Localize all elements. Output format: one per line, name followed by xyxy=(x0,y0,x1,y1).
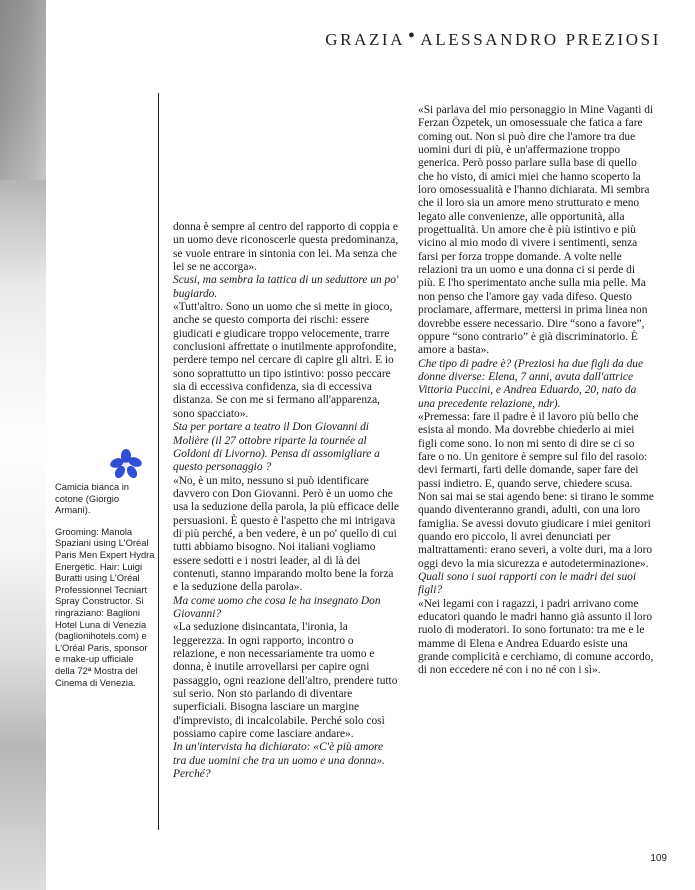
interview-answer: «Nei legami con i ragazzi, i padri arrivano come educatori quando le madri hanno già assunto il loro ruolo di moderatori. Io sono fortunato: tra me e le mamme di Elena e Andrea Eduardo esiste una grande complicità e cerchiamo, di comune accordo, di non eccedere né con i no né con i sì». xyxy=(418,597,654,677)
interview-question: Scusi, ma sembra la tattica di un seduttore un po' bugiardo. xyxy=(173,274,399,300)
interview-question: Sta per portare a teatro il Don Giovanni di Molière (il 27 ottobre riparte la tournée al Goldoni di Livorno). Pensa di assomigliare a questo personaggio ? xyxy=(173,421,380,474)
interview-question: Quali sono i suoi rapporti con le madri dei suoi figli? xyxy=(418,571,637,597)
interview-question: Ma come uomo che cosa le ha insegnato Don Giovanni? xyxy=(173,594,381,620)
magazine-name: GRAZIA xyxy=(325,30,406,49)
photo-caption xyxy=(55,481,155,698)
interview-question: In un'intervista ha dichiarato: «C'è più amore tra due uomini che tra un uomo e una donna». Perché? xyxy=(173,741,385,781)
column-divider xyxy=(158,93,159,830)
caption-credits: Grooming: Manola Spaziani using L'Oréal Paris Men Expert Hydra Energetic. Hair: Luigi Buratti using L'Oréal Professionnel Tecniart Spray Constructor. Si ringraziano: Baglioni Hotel Luna di Venezia (baglionihotels.com) e L'Oréal Paris, sponsor e make-up ufficiale della 72ª Mostra del Cinema di Venezia. xyxy=(55,525,155,688)
interview-question: Che tipo di padre è? (Preziosi ha due figli da due donne diverse: Elena, 7 anni, avuta dall'attrice Vittoria Puccini, e Andrea Eduardo, 20, nato da una precedente relazione, ndr). xyxy=(418,357,644,410)
interview-answer: donna è sempre al centro del rapporto di coppia e un uomo deve riconoscerle questa predominanza, se vuole entrare in sintonia con lei. Ma senza che lei se ne accorga». xyxy=(173,221,399,274)
interview-answer: «No, è un mito, nessuno si può identificare davvero con Don Giovanni. Però è un uomo che usa la seduzione della parola, la più efficace delle persuasioni. È questo è l'aspetto che mi intrigava di più perché, a ben vedere, è un po' quello di cui tutti abbiamo bisogno. Noi italiani vogliamo essere sedotti e i nostri leader, al di là dei contenuti, stanno imparando molto bene la forza e la seduzione della parola». xyxy=(173,474,399,594)
interview-answer: «Tutt'altro. Sono un uomo che si mette in gioco, anche se questo comporta dei rischi: essere giudicati e giudicare troppo velocemente, trarre conclusioni affrettate o inutilmente approfondite, perdere tempo nel cercare di capire gli altri. E io sono soprattutto un tipo istintivo: posso peccare sia di eccessiva confidenza, sia di eccessiva distanza. Se con me si fermano all'apparenza, sono spacciato». xyxy=(173,301,397,420)
blue-flower-icon xyxy=(109,449,143,479)
caption-outfit: Camicia bianca in cotone (Giorgio Armani). xyxy=(55,481,129,516)
page-header xyxy=(325,30,661,50)
cover-photo-shadow xyxy=(0,0,46,180)
header-dot: ● xyxy=(408,29,418,41)
interview-answer: «Premessa: fare il padre è il lavoro più bello che esista al mondo. Ma dovrebbe chiederlo ai miei figli come sono. Io non mi sento di dire se ci so fare o no. Un genitore è sempre sul filo del rasoio: devi fermarti, farti delle domande, saper fare dei passi indietro. E, quando serve, chiedere scusa. Non sai mai se stai agendo bene: si tirano le somme quando diventeranno grandi, adulti, con una loro famiglia. Se avessi dovuto giudicare i miei genitori quando ero piccolo, li avrei denunciati per maltrattamenti: erano severi, a volte duri, ma a loro oggi devo la mia sicurezza e autodeterminazione». xyxy=(418,410,654,570)
article-column-1 xyxy=(173,221,399,781)
interview-answer: «Si parlava del mio personaggio in Mine Vaganti di Ferzan Özpetek, un omosessuale che fatica a fare coming out. Non si può dire che l'amore tra due uomini duri di più, è un'affermazione troppo generica. Però posso parlare sulla base di quello che ho visto, di amici miei che hanno scoperto la loro omosessualità e l'hanno dichiarata. Mi sembra che il loro sia un amore meno strutturato e meno legato alle convenienze, alle opportunità, alla progettualità. Un amore che è più istintivo e più vicino al mio modo di vivere i sentimenti, senza farsi per forza troppe domande. A volte nelle relazioni tra un uomo e una donna ci si perde di più. E l'ho sperimentato anche sulla mia pelle. Ma non penso che l'amore gay vada difeso. Questo proclamare, affermare, mettersi in prima linea non dovrebbe essere necessario. Dire “sono a favore”, oppure “sono contrario” è già discriminatorio. È amore a basta». xyxy=(418,104,654,357)
article-column-2 xyxy=(418,104,654,678)
interview-subject: ALESSANDRO PREZIOSI xyxy=(420,30,661,49)
interview-answer: «La seduzione disincantata, l'ironia, la leggerezza. In ogni rapporto, incontro o relazione, e non necessariamente tra uomo e donna, è inutile arrovellarsi per capire ogni passaggio, ogni reazione dell'altro, prendere tutto sul serio. Non sto parlando di diventare superficiali. Bisogna lasciare un margine d'imprevisto, di incalcolabile. Perché solo così possiamo capire come lasciare andare». xyxy=(173,621,398,741)
page-number: 109 xyxy=(650,853,667,864)
